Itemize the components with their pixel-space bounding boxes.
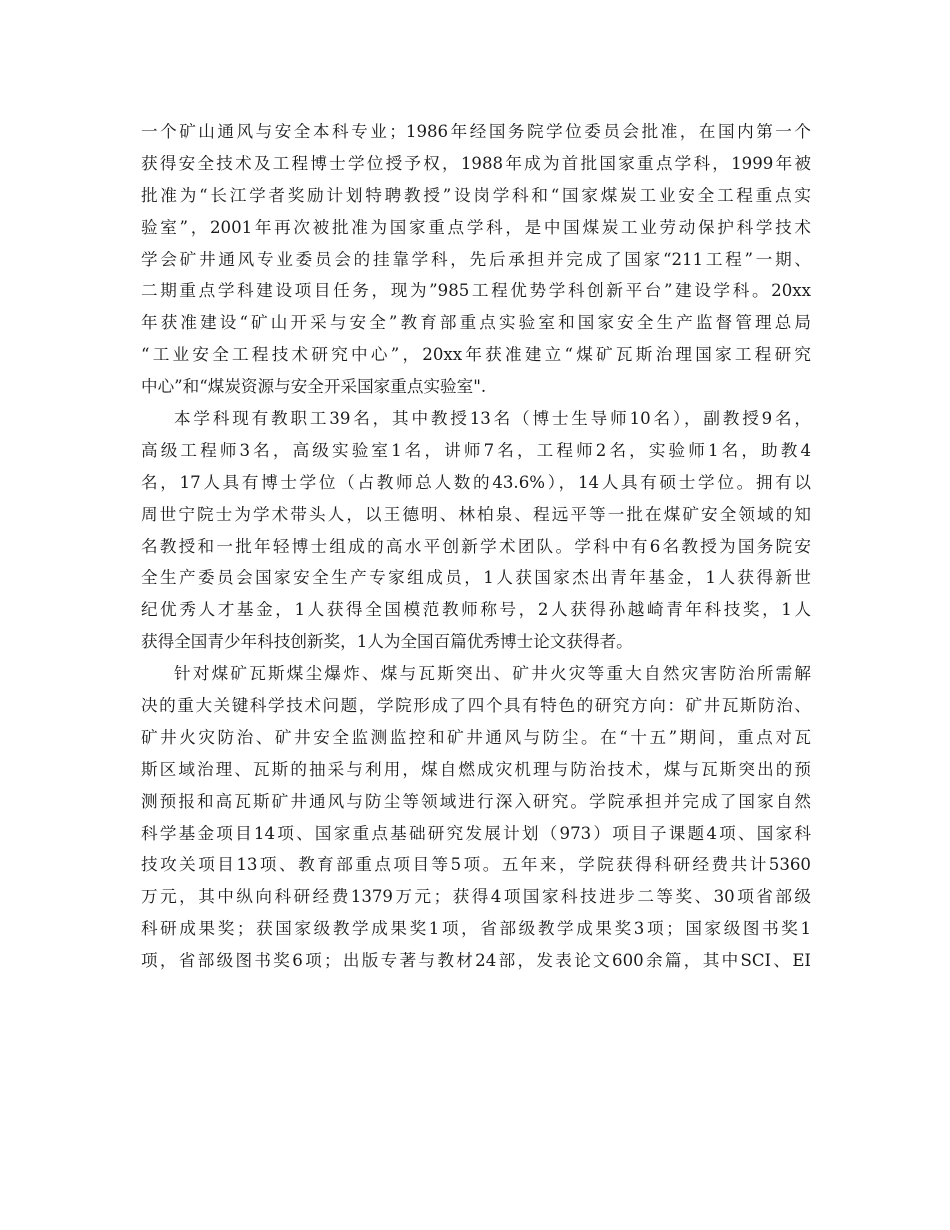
text-line: 万元，其中纵向科研经费1379万元；获得4项国家科技进步二等奖、30项省部级 (141, 887, 811, 907)
text-line: 年获准建设“矿山开采与安全”教育部重点实验室和国家安全生产监督管理总局 (141, 313, 811, 333)
text-line: 高级工程师3名，高级实验室1名，讲师7名，工程师2名，实验师1名，助教4 (141, 440, 811, 460)
text-line: 科学基金项目14项、国家重点基础研究发展计划（973）项目子课题4项、国家科 (141, 823, 811, 843)
text-line: 针对煤矿瓦斯煤尘爆炸、煤与瓦斯突出、矿井火灾等重大自然灾害防治所需解 (174, 664, 811, 684)
text-line: “工业安全工程技术研究中心”，20xx年获准建立“煤矿瓦斯治理国家工程研究 (141, 345, 811, 365)
text-line: 名教授和一批年轻博士组成的高水平创新学术团队。学科中有6名教授为国务院安 (141, 536, 811, 556)
text-line: 获得全国青少年科技创新奖，1人为全国百篇优秀博士论文获得者。 (141, 632, 633, 652)
paragraph-history (141, 116, 811, 403)
text-line: 科研成果奖；获国家级教学成果奖1项，省部级教学成果奖3项；国家级图书奖1 (141, 919, 811, 939)
text-line: 批准为“长江学者奖励计划特聘教授”设岗学科和“国家煤炭工业安全工程重点实 (141, 185, 811, 205)
text-line: 一个矿山通风与安全本科专业；1986年经国务院学位委员会批准，在国内第一个 (141, 122, 811, 141)
text-line: 验室”，2001年再次被批准为国家重点学科，是中国煤炭工业劳动保护科学技术 (141, 217, 811, 237)
text-line: 矿井火灾防治、矿井安全监测监控和矿井通风与防尘。在“十五”期间，重点对瓦 (141, 727, 811, 747)
paragraph-faculty (141, 403, 811, 658)
text-line: 全生产委员会国家安全生产专家组成员，1人获国家杰出青年基金，1人获得新世 (141, 568, 811, 588)
text-line: 决的重大关键科学技术问题，学院形成了四个具有特色的研究方向：矿井瓦斯防治、 (141, 696, 811, 716)
text-line: 测预报和高瓦斯矿井通风与防尘等领域进行深入研究。学院承担并完成了国家自然 (141, 791, 811, 811)
text-line: 学会矿井通风专业委员会的挂靠学科，先后承担并完成了国家“211工程”一期、 (141, 249, 811, 269)
text-line: 技攻关项目13项、教育部重点项目等5项。五年来，学院获得科研经费共计5360 (141, 855, 811, 875)
text-line: 纪优秀人才基金，1人获得全国模范教师称号，2人获得孙越崎青年科技奖，1人 (141, 600, 811, 620)
text-line: 周世宁院士为学术带头人，以王德明、林柏泉、程远平等一批在煤矿安全领域的知 (141, 504, 811, 524)
document-page (141, 116, 811, 977)
text-line: 二期重点学科建设项目任务，现为”985工程优势学科创新平台”建设学科。20xx (141, 281, 811, 301)
text-line: 斯区域治理、瓦斯的抽采与利用，煤自燃成灾机理与防治技术，煤与瓦斯突出的预 (141, 759, 811, 779)
paragraph-research (141, 658, 811, 977)
text-line: 获得安全技术及工程博士学位授予权，1988年成为首批国家重点学科，1999年被 (141, 153, 811, 173)
text-line: 项，省部级图书奖6项；出版专著与教材24部，发表论文600余篇，其中SCI、EI (141, 951, 811, 971)
text-line: 名，17人具有博士学位（占教师总人数的43.6%），14人具有硕士学位。拥有以 (141, 472, 811, 492)
text-line: 本学科现有教职工39名，其中教授13名（博士生导师10名），副教授9名， (174, 409, 811, 429)
text-line: 中心”和“煤炭资源与安全开采国家重点实验室". (141, 377, 487, 397)
